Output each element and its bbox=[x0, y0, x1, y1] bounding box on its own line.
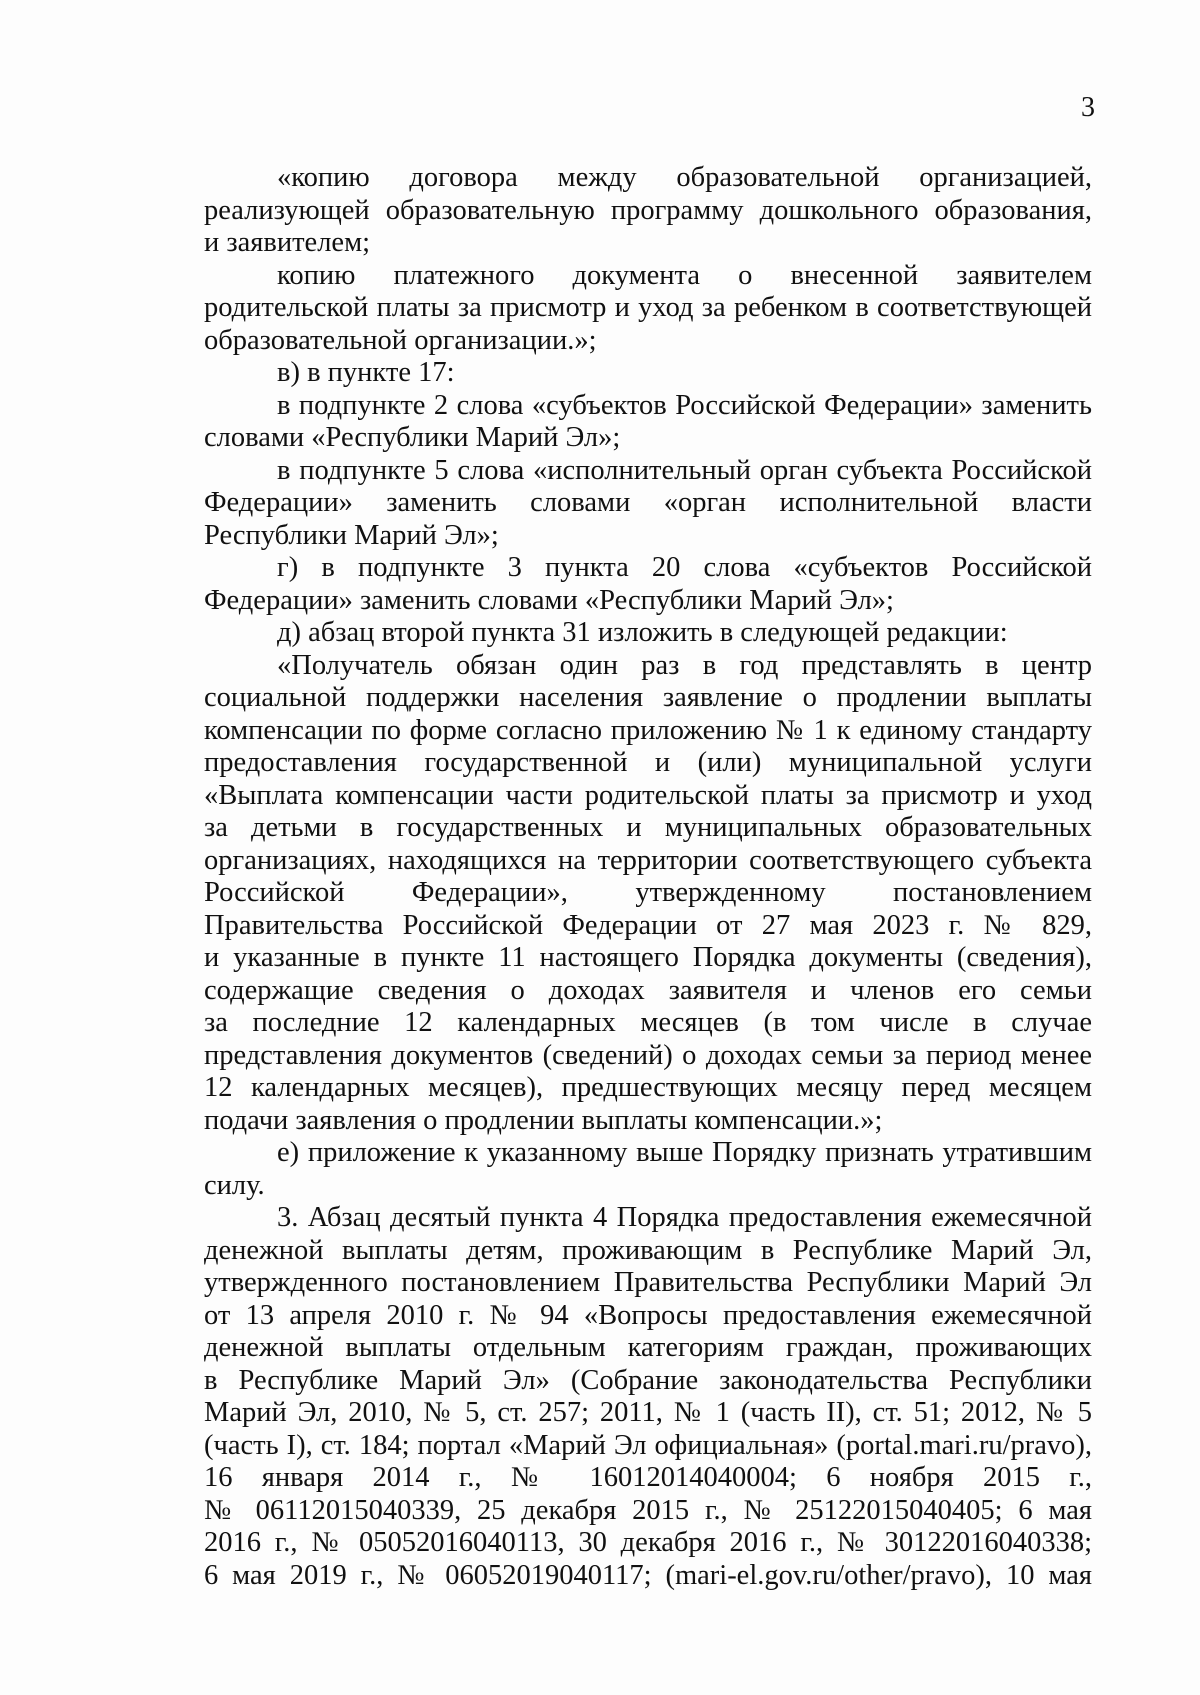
text-line: Правительства Российской Федерации от 27 мая 2023 г. № 829, bbox=[204, 909, 1092, 941]
text-line: в подпункте 5 слова «исполнительный орган субъекта Российской bbox=[277, 454, 1092, 486]
text-line: д) абзац второй пункта 31 изложить в следующей редакции: bbox=[277, 617, 1008, 648]
text-line: 2016 г., № 05052016040113, 30 декабря 2016 г., № 30122016040338; bbox=[204, 1527, 1092, 1558]
text-line: 6 мая 2019 г., № 06052019040117; (mari-el.gov.ru/other/pravo), 10 мая bbox=[204, 1559, 1092, 1591]
text-line: (часть I), ст. 184; портал «Марий Эл официальная» (portal.mari.ru/pravo), bbox=[204, 1429, 1092, 1461]
text-line: подачи заявления о продлении выплаты компенсации.»; bbox=[204, 1104, 883, 1136]
text-line: утвержденного постановлением Правительства Республики Марий Эл bbox=[204, 1267, 1092, 1298]
text-line: социальной поддержки населения заявление о продлении выплаты bbox=[204, 682, 1092, 713]
text-line: «копию договора между образовательной организацией, bbox=[277, 162, 1092, 193]
text-line: Российской Федерации», утвержденному постановлением bbox=[204, 877, 1092, 908]
text-line: представления документов (сведений) о доходах семьи за период менее bbox=[204, 1039, 1092, 1071]
text-line: Республики Марий Эл»; bbox=[204, 519, 499, 551]
text-line: копию платежного документа о внесенной заявителем bbox=[277, 259, 1092, 291]
text-line: 16 января 2014 г., № 16012014040004; 6 ноября 2015 г., bbox=[204, 1462, 1092, 1493]
text-line: 3. Абзац десятый пункта 4 Порядка предоставления ежемесячной bbox=[277, 1202, 1092, 1233]
text-line: № 06112015040339, 25 декабря 2015 г., № 25122015040405; 6 мая bbox=[204, 1494, 1092, 1526]
text-line: Марий Эл, 2010, № 5, ст. 257; 2011, № 1 (часть II), ст. 51; 2012, № 5 bbox=[204, 1397, 1092, 1428]
document-body bbox=[204, 162, 1092, 1592]
text-line: в подпункте 2 слова «субъектов Российской Федерации» заменить bbox=[277, 389, 1092, 421]
text-line: от 13 апреля 2010 г. № 94 «Вопросы предоставления ежемесячной bbox=[204, 1299, 1092, 1331]
text-line: словами «Республики Марий Эл»; bbox=[204, 422, 621, 453]
text-line: «Выплата компенсации части родительской платы за присмотр и уход bbox=[204, 779, 1092, 811]
text-line: родительской платы за присмотр и уход за ребенком в соответствующей bbox=[204, 292, 1092, 323]
text-line: содержащие сведения о доходах заявителя и членов его семьи bbox=[204, 974, 1092, 1006]
text-line: силу. bbox=[204, 1169, 265, 1201]
text-line: организациях, находящихся на территории соответствующего субъекта bbox=[204, 844, 1092, 876]
text-line: за последние 12 календарных месяцев (в том числе в случае bbox=[204, 1007, 1092, 1038]
text-line: и указанные в пункте 11 настоящего Порядка документы (сведения), bbox=[204, 942, 1092, 973]
text-line: денежной выплаты детям, проживающим в Республике Марий Эл, bbox=[204, 1234, 1092, 1266]
text-line: в) в пункте 17: bbox=[277, 357, 455, 388]
page-number: 3 bbox=[1081, 92, 1095, 123]
text-line: компенсации по форме согласно приложению № 1 к единому стандарту bbox=[204, 714, 1092, 746]
text-line: «Получатель обязан один раз в год представлять в центр bbox=[277, 649, 1092, 681]
text-line: и заявителем; bbox=[204, 227, 371, 258]
text-line: предоставления государственной и (или) муниципальной услуги bbox=[204, 747, 1092, 778]
text-line: е) приложение к указанному выше Порядку признать утратившим bbox=[277, 1137, 1092, 1168]
text-line: денежной выплаты отдельным категориям граждан, проживающих bbox=[204, 1332, 1092, 1363]
text-line: г) в подпункте 3 пункта 20 слова «субъектов Российской bbox=[277, 552, 1092, 583]
text-line: в Республике Марий Эл» (Собрание законодательства Республики bbox=[204, 1364, 1092, 1396]
text-line: образовательной организации.»; bbox=[204, 324, 597, 356]
text-line: Федерации» заменить словами «орган исполнительной власти bbox=[204, 487, 1092, 518]
text-line: Федерации» заменить словами «Республики Марий Эл»; bbox=[204, 584, 894, 616]
text-line: 12 календарных месяцев), предшествующих месяцу перед месяцем bbox=[204, 1072, 1092, 1103]
text-line: за детьми в государственных и муниципальных образовательных bbox=[204, 812, 1092, 843]
text-line: реализующей образовательную программу дошкольного образования, bbox=[204, 194, 1092, 226]
